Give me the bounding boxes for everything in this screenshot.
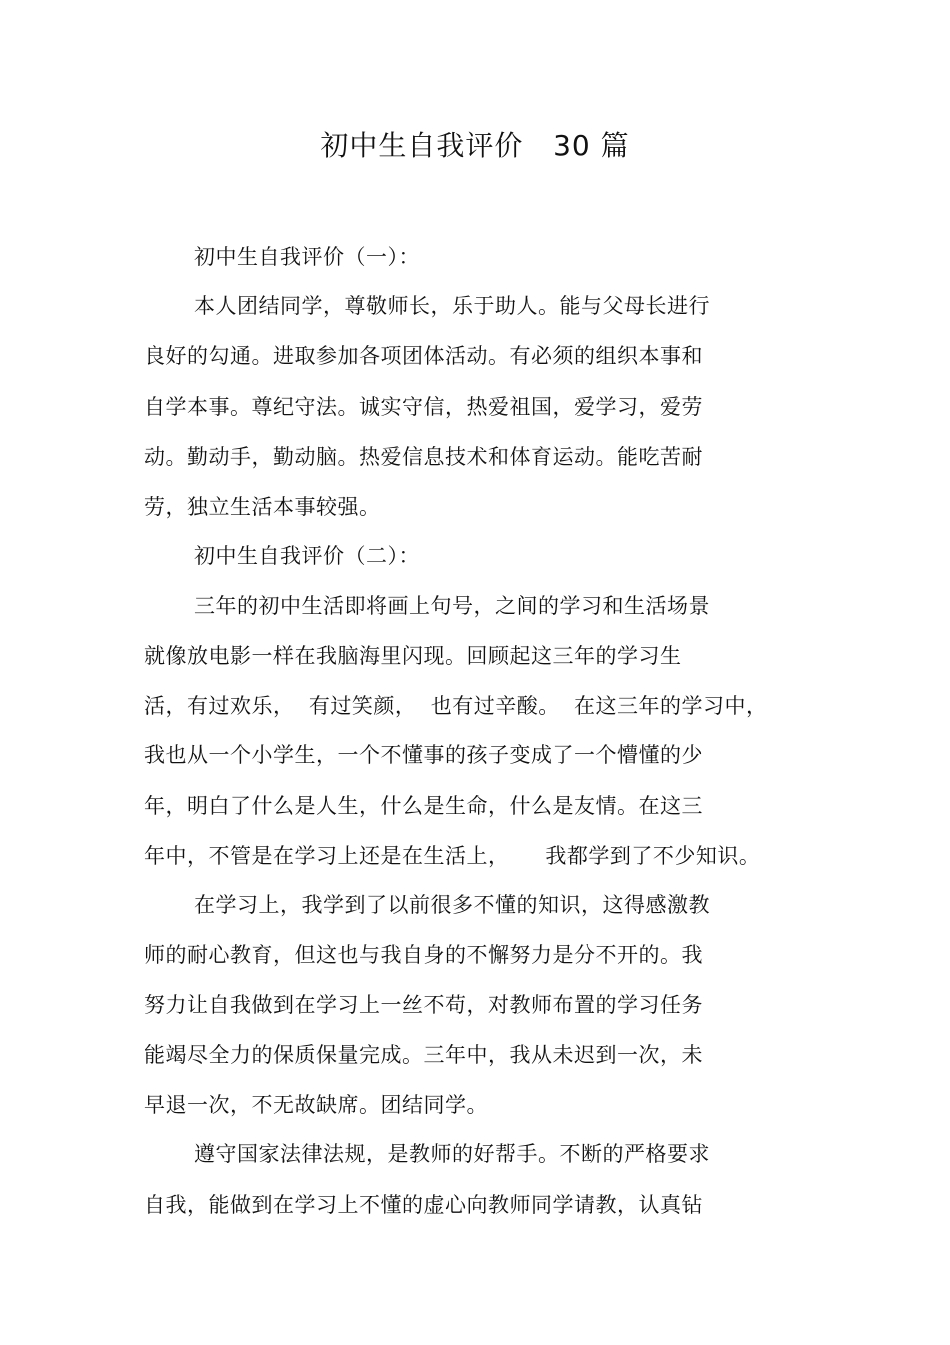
paragraph-line: 劳，独立生活本事较强。 <box>144 495 381 519</box>
paragraph-line: 能竭尽全力的保质保量完成。三年中，我从未迟到一次，未 <box>144 1043 703 1067</box>
paragraph-line: 努力让自我做到在学习上一丝不苟，对教师布置的学习任务 <box>144 993 703 1017</box>
paragraph-line: 遵守国家法律法规，是教师的好帮手。不断的严格要求 <box>194 1142 710 1166</box>
paragraph-line: 就像放电影一样在我脑海里闪现。回顾起这三年的学习生 <box>144 644 682 668</box>
paragraph-line: 年中，不管是在学习上还是在生活上， 我都学到了不少知识。 <box>144 844 761 868</box>
paragraph-line: 三年的初中生活即将画上句号，之间的学习和生活场景 <box>194 594 710 618</box>
paragraph-line: 在学习上，我学到了以前很多不懂的知识，这得感激教 <box>194 893 710 917</box>
paragraph-line: 动。勤动手，勤动脑。热爱信息技术和体育运动。能吃苦耐 <box>144 445 703 469</box>
paragraph-line: 自学本事。尊纪守法。诚实守信，热爱祖国，爱学习，爱劳 <box>144 395 703 419</box>
paragraph-line: 年，明白了什么是人生，什么是生命，什么是友情。在这三 <box>144 794 703 818</box>
section-heading-1: 初中生自我评价（一）： <box>194 245 420 269</box>
paragraph-line: 良好的勾通。进取参加各项团体活动。有必须的组织本事和 <box>144 344 703 368</box>
paragraph-line: 自我，能做到在学习上不懂的虚心向教师同学请教，认真钻 <box>144 1193 703 1217</box>
paragraph-line: 早退一次，不无故缺席。团结同学。 <box>144 1093 488 1117</box>
paragraph-line: 我也从一个小学生，一个不懂事的孩子变成了一个懵懂的少 <box>144 743 703 767</box>
page-title: 初中生自我评价 30 篇 <box>320 129 630 162</box>
section-heading-2: 初中生自我评价（二）： <box>194 544 420 568</box>
paragraph-line: 本人团结同学，尊敬师长，乐于助人。能与父母长进行 <box>194 294 710 318</box>
paragraph-line: 活，有过欢乐， 有过笑颜， 也有过辛酸。 在这三年的学习中， <box>144 694 768 718</box>
paragraph-line: 师的耐心教育，但这也与我自身的不懈努力是分不开的。我 <box>144 943 703 967</box>
